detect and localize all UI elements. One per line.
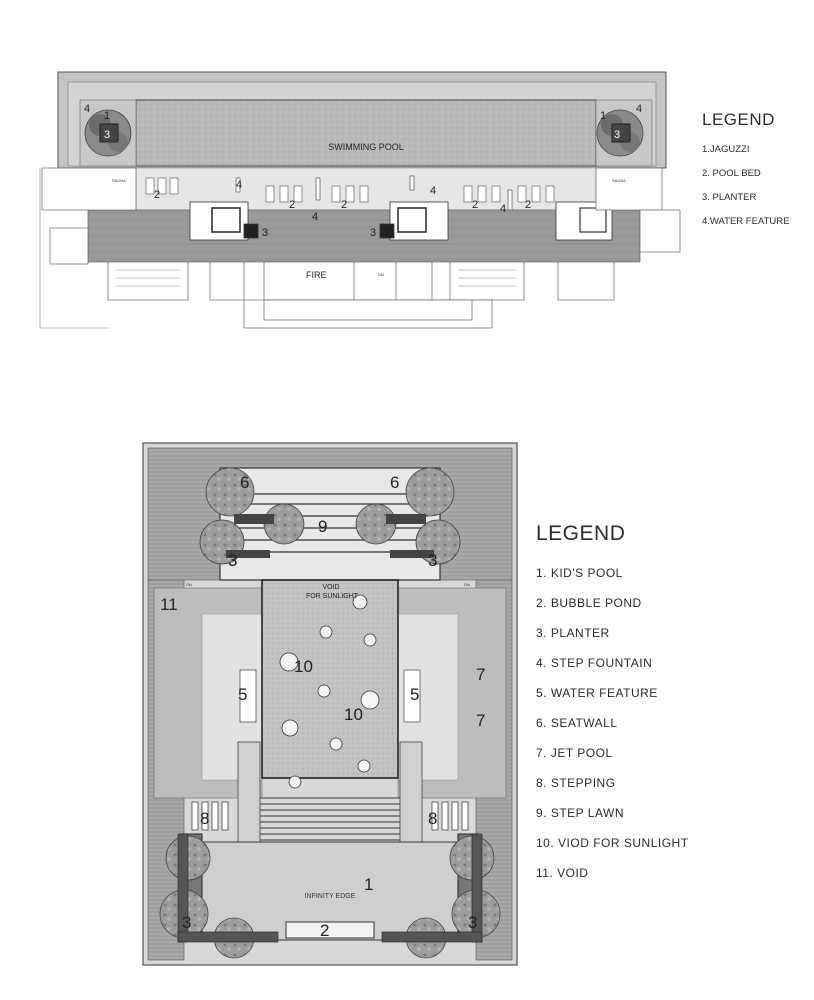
marker-water-4: 4 [500, 203, 507, 215]
swimming-pool [136, 100, 596, 166]
marker-water-feature-left: 5 [238, 685, 248, 704]
bottom-floor-plan [142, 442, 518, 966]
legend-bottom-item: 9. STEP LAWN [536, 806, 625, 820]
marker-planter-left: 3 [104, 129, 111, 141]
sauna-label-right: SAUNA [612, 178, 626, 183]
sauna-label-left: SAUNA [112, 178, 126, 183]
marker-void-11: 11 [160, 595, 178, 614]
legend-bottom-item: 2. BUBBLE POND [536, 596, 642, 610]
marker-step-lawn: 9 [318, 517, 328, 536]
marker-jet-pool-1: 7 [476, 665, 486, 684]
marker-planter-tl: 3 [228, 551, 238, 570]
marker-water-right: 4 [636, 103, 643, 115]
legend-bottom-item: 6. SEATWALL [536, 716, 618, 730]
legend-top-item: 1.JAGUZZI [702, 144, 750, 155]
legend-bottom-item: 10. VIOD FOR SUNLIGHT [536, 836, 689, 850]
marker-water-2: 4 [312, 211, 319, 223]
marker-stepping-left: 8 [200, 809, 210, 828]
legend-bottom-item: 3. PLANTER [536, 626, 610, 640]
marker-jacuzzi-right: 1 [600, 110, 607, 122]
marker-bed-5: 2 [525, 199, 532, 211]
marker-water-left: 4 [84, 103, 91, 115]
dn-label-top: DN [378, 272, 384, 277]
legend-bottom-title: LEGEND [536, 522, 626, 545]
marker-planter-br: 3 [468, 913, 478, 932]
dn-label-right: DN [464, 582, 470, 587]
bubble-pond [286, 922, 374, 938]
marker-bubble-pond: 2 [320, 921, 330, 940]
void-label: VOID FOR SUNLIGHT [305, 584, 359, 600]
marker-jacuzzi-left: 1 [104, 110, 111, 122]
marker-bed-4: 2 [472, 199, 479, 211]
marker-bed-1: 2 [154, 189, 161, 201]
legend-bottom-item: 1. KID'S POOL [536, 566, 623, 580]
marker-planter-tr: 3 [428, 551, 438, 570]
marker-void-2: 10 [344, 705, 363, 724]
legend-top-item: 3. PLANTER [702, 192, 757, 203]
legend-top [702, 110, 789, 234]
marker-jet-pool-2: 7 [476, 711, 486, 730]
legend-bottom-item: 7. JET POOL [536, 746, 613, 760]
void-for-sunlight [262, 580, 398, 778]
marker-bed-2: 2 [289, 199, 296, 211]
marker-bed-3: 2 [341, 199, 348, 211]
legend-top-title: LEGEND [702, 110, 775, 129]
marker-seatwall-left: 6 [240, 473, 250, 492]
legend-top-item: 4.WATER FEATURE [702, 216, 790, 227]
marker-planter-right: 3 [614, 129, 621, 141]
fire-label: FIRE [306, 270, 327, 280]
legend-bottom-item: 11. VOID [536, 866, 589, 880]
marker-void-1: 10 [294, 657, 313, 676]
marker-kids-pool: 1 [364, 875, 374, 894]
legend-bottom-item: 8. STEPPING [536, 776, 616, 790]
legend-bottom [536, 522, 689, 888]
marker-stepping-right: 8 [428, 809, 438, 828]
marker-water-3: 4 [430, 185, 437, 197]
pool-label: SWIMMING POOL [328, 142, 404, 152]
dn-label-left: DN [186, 582, 192, 587]
infinity-label: INFINITY EDGE [304, 893, 356, 900]
marker-seatwall-right: 6 [390, 473, 400, 492]
marker-planter-4: 3 [370, 227, 377, 239]
legend-bottom-item: 5. WATER FEATURE [536, 686, 658, 700]
marker-water-feature-right: 5 [410, 685, 420, 704]
marker-water-1: 4 [236, 179, 243, 191]
marker-planter-3: 3 [262, 227, 269, 239]
legend-bottom-item: 4. STEP FOUNTAIN [536, 656, 653, 670]
top-floor-plan [0, 0, 700, 345]
marker-planter-bl: 3 [182, 913, 192, 932]
legend-top-item: 2. POOL BED [702, 168, 761, 179]
